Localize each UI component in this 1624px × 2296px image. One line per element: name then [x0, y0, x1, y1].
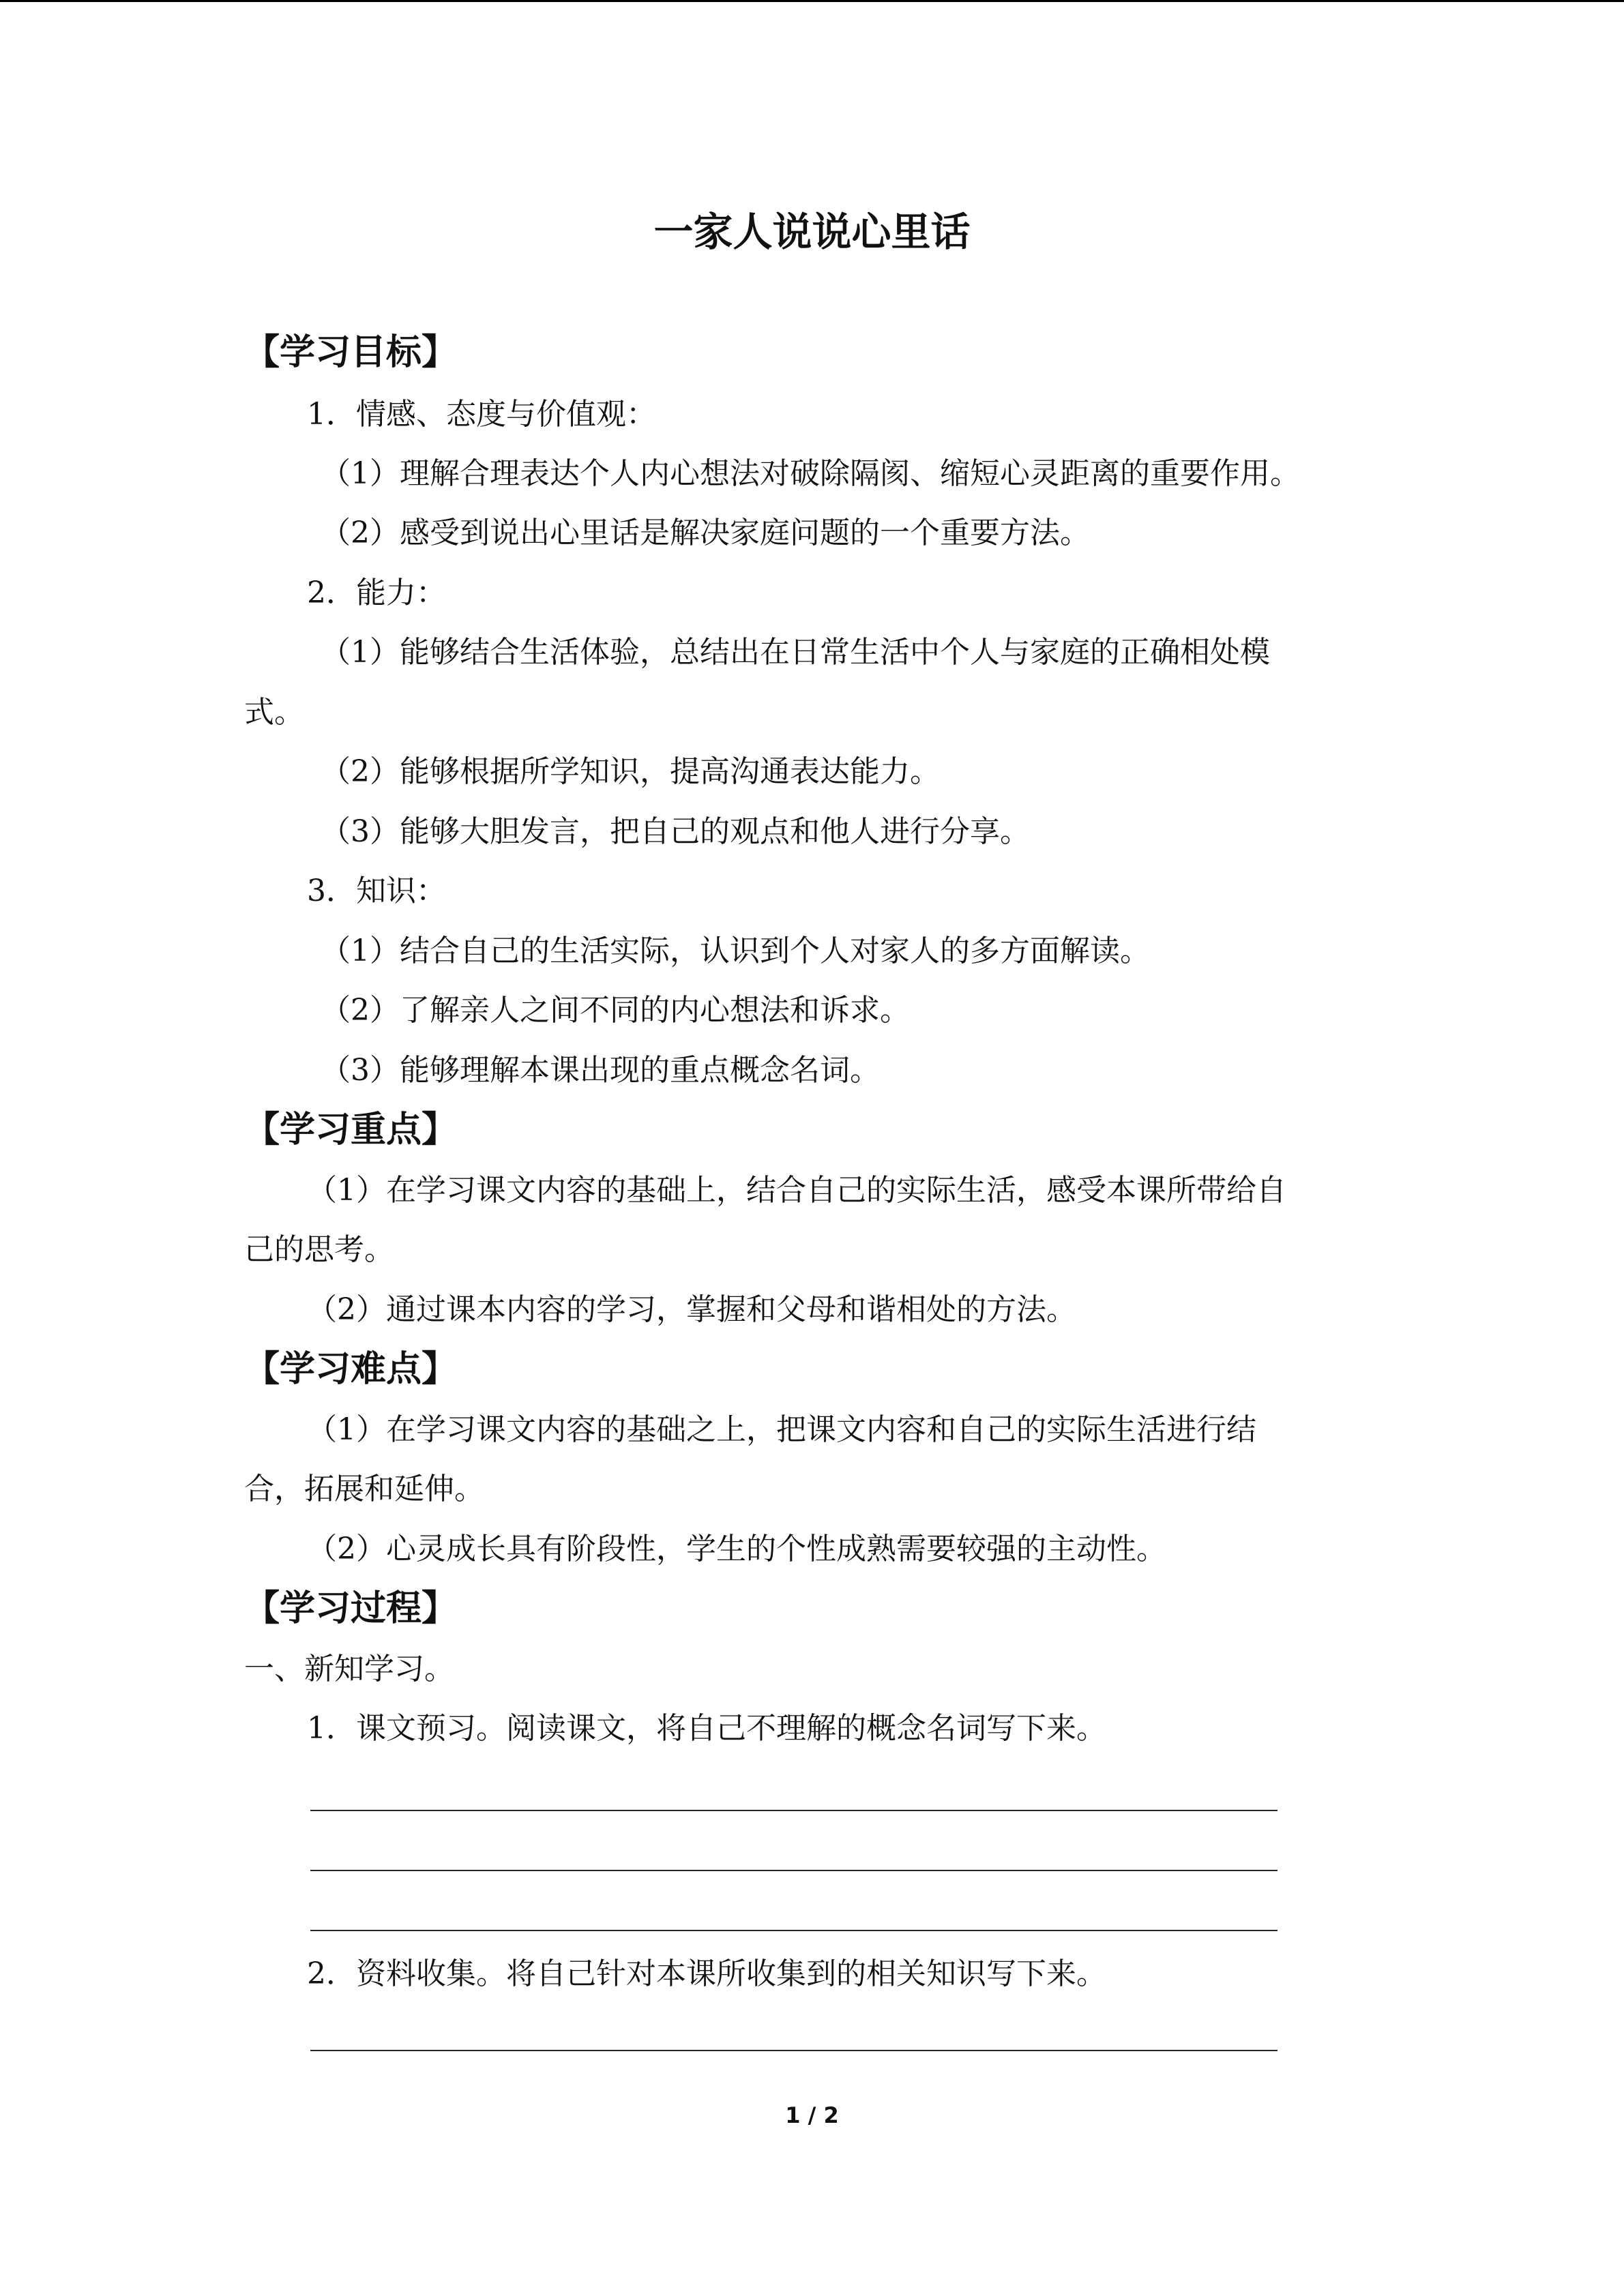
- page-number: 1 / 2: [785, 2102, 839, 2128]
- objective-line: （2）了解亲人之间不同的内心想法和诉求。: [321, 993, 910, 1028]
- difficulty-line: （2）心灵成长具有阶段性，学生的个性成熟需要较强的主动性。: [307, 1532, 1166, 1566]
- answer-line[interactable]: [310, 1810, 1278, 1811]
- process-line: 2．资料收集。将自己针对本课所收集到的相关知识写下来。: [307, 1956, 1106, 1991]
- answer-line[interactable]: [310, 1930, 1278, 1931]
- section-heading-difficulties: 【学习难点】: [244, 1349, 458, 1390]
- objective-line: 1．情感、态度与价值观：: [307, 397, 656, 432]
- section-heading-objectives: 【学习目标】: [244, 332, 458, 373]
- objective-line: （1）结合自己的生活实际，认识到个人对家人的多方面解读。: [321, 934, 1150, 968]
- process-line: 1．课文预习。阅读课文，将自己不理解的概念名词写下来。: [307, 1711, 1106, 1746]
- objective-line: 2．能力：: [307, 576, 446, 610]
- key-point-line: （1）在学习课文内容的基础上，结合自己的实际生活，感受本课所带给自: [307, 1173, 1286, 1208]
- objective-line: （3）能够理解本课出现的重点概念名词。: [321, 1053, 880, 1088]
- objective-line: （2）感受到说出心里话是解决家庭问题的一个重要方法。: [321, 516, 1090, 550]
- section-heading-process: 【学习过程】: [244, 1588, 458, 1629]
- difficulty-line: 合，拓展和延伸。: [244, 1472, 484, 1506]
- page-top-border: [0, 0, 1624, 2]
- objective-line: 3．知识：: [307, 874, 446, 908]
- difficulty-line: （1）在学习课文内容的基础之上，把课文内容和自己的实际生活进行结: [307, 1412, 1256, 1447]
- process-line: 一、新知学习。: [244, 1652, 454, 1686]
- page-title: 一家人说说心里话: [653, 209, 971, 255]
- answer-line[interactable]: [310, 2050, 1278, 2051]
- objective-line: （1）理解合理表达个人内心想法对破除隔阂、缩短心灵距离的重要作用。: [321, 456, 1300, 491]
- key-point-line: （2）通过课本内容的学习，掌握和父母和谐相处的方法。: [307, 1292, 1076, 1327]
- objective-line: （3）能够大胆发言，把自己的观点和他人进行分享。: [321, 814, 1030, 849]
- section-heading-key-points: 【学习重点】: [244, 1109, 458, 1150]
- objective-line: （2）能够根据所学知识，提高沟通表达能力。: [321, 754, 940, 789]
- key-point-line: 己的思考。: [244, 1232, 394, 1267]
- objective-line: 式。: [244, 695, 304, 730]
- objective-line: （1）能够结合生活体验，总结出在日常生活中个人与家庭的正确相处模: [321, 635, 1270, 670]
- answer-line[interactable]: [310, 1870, 1278, 1871]
